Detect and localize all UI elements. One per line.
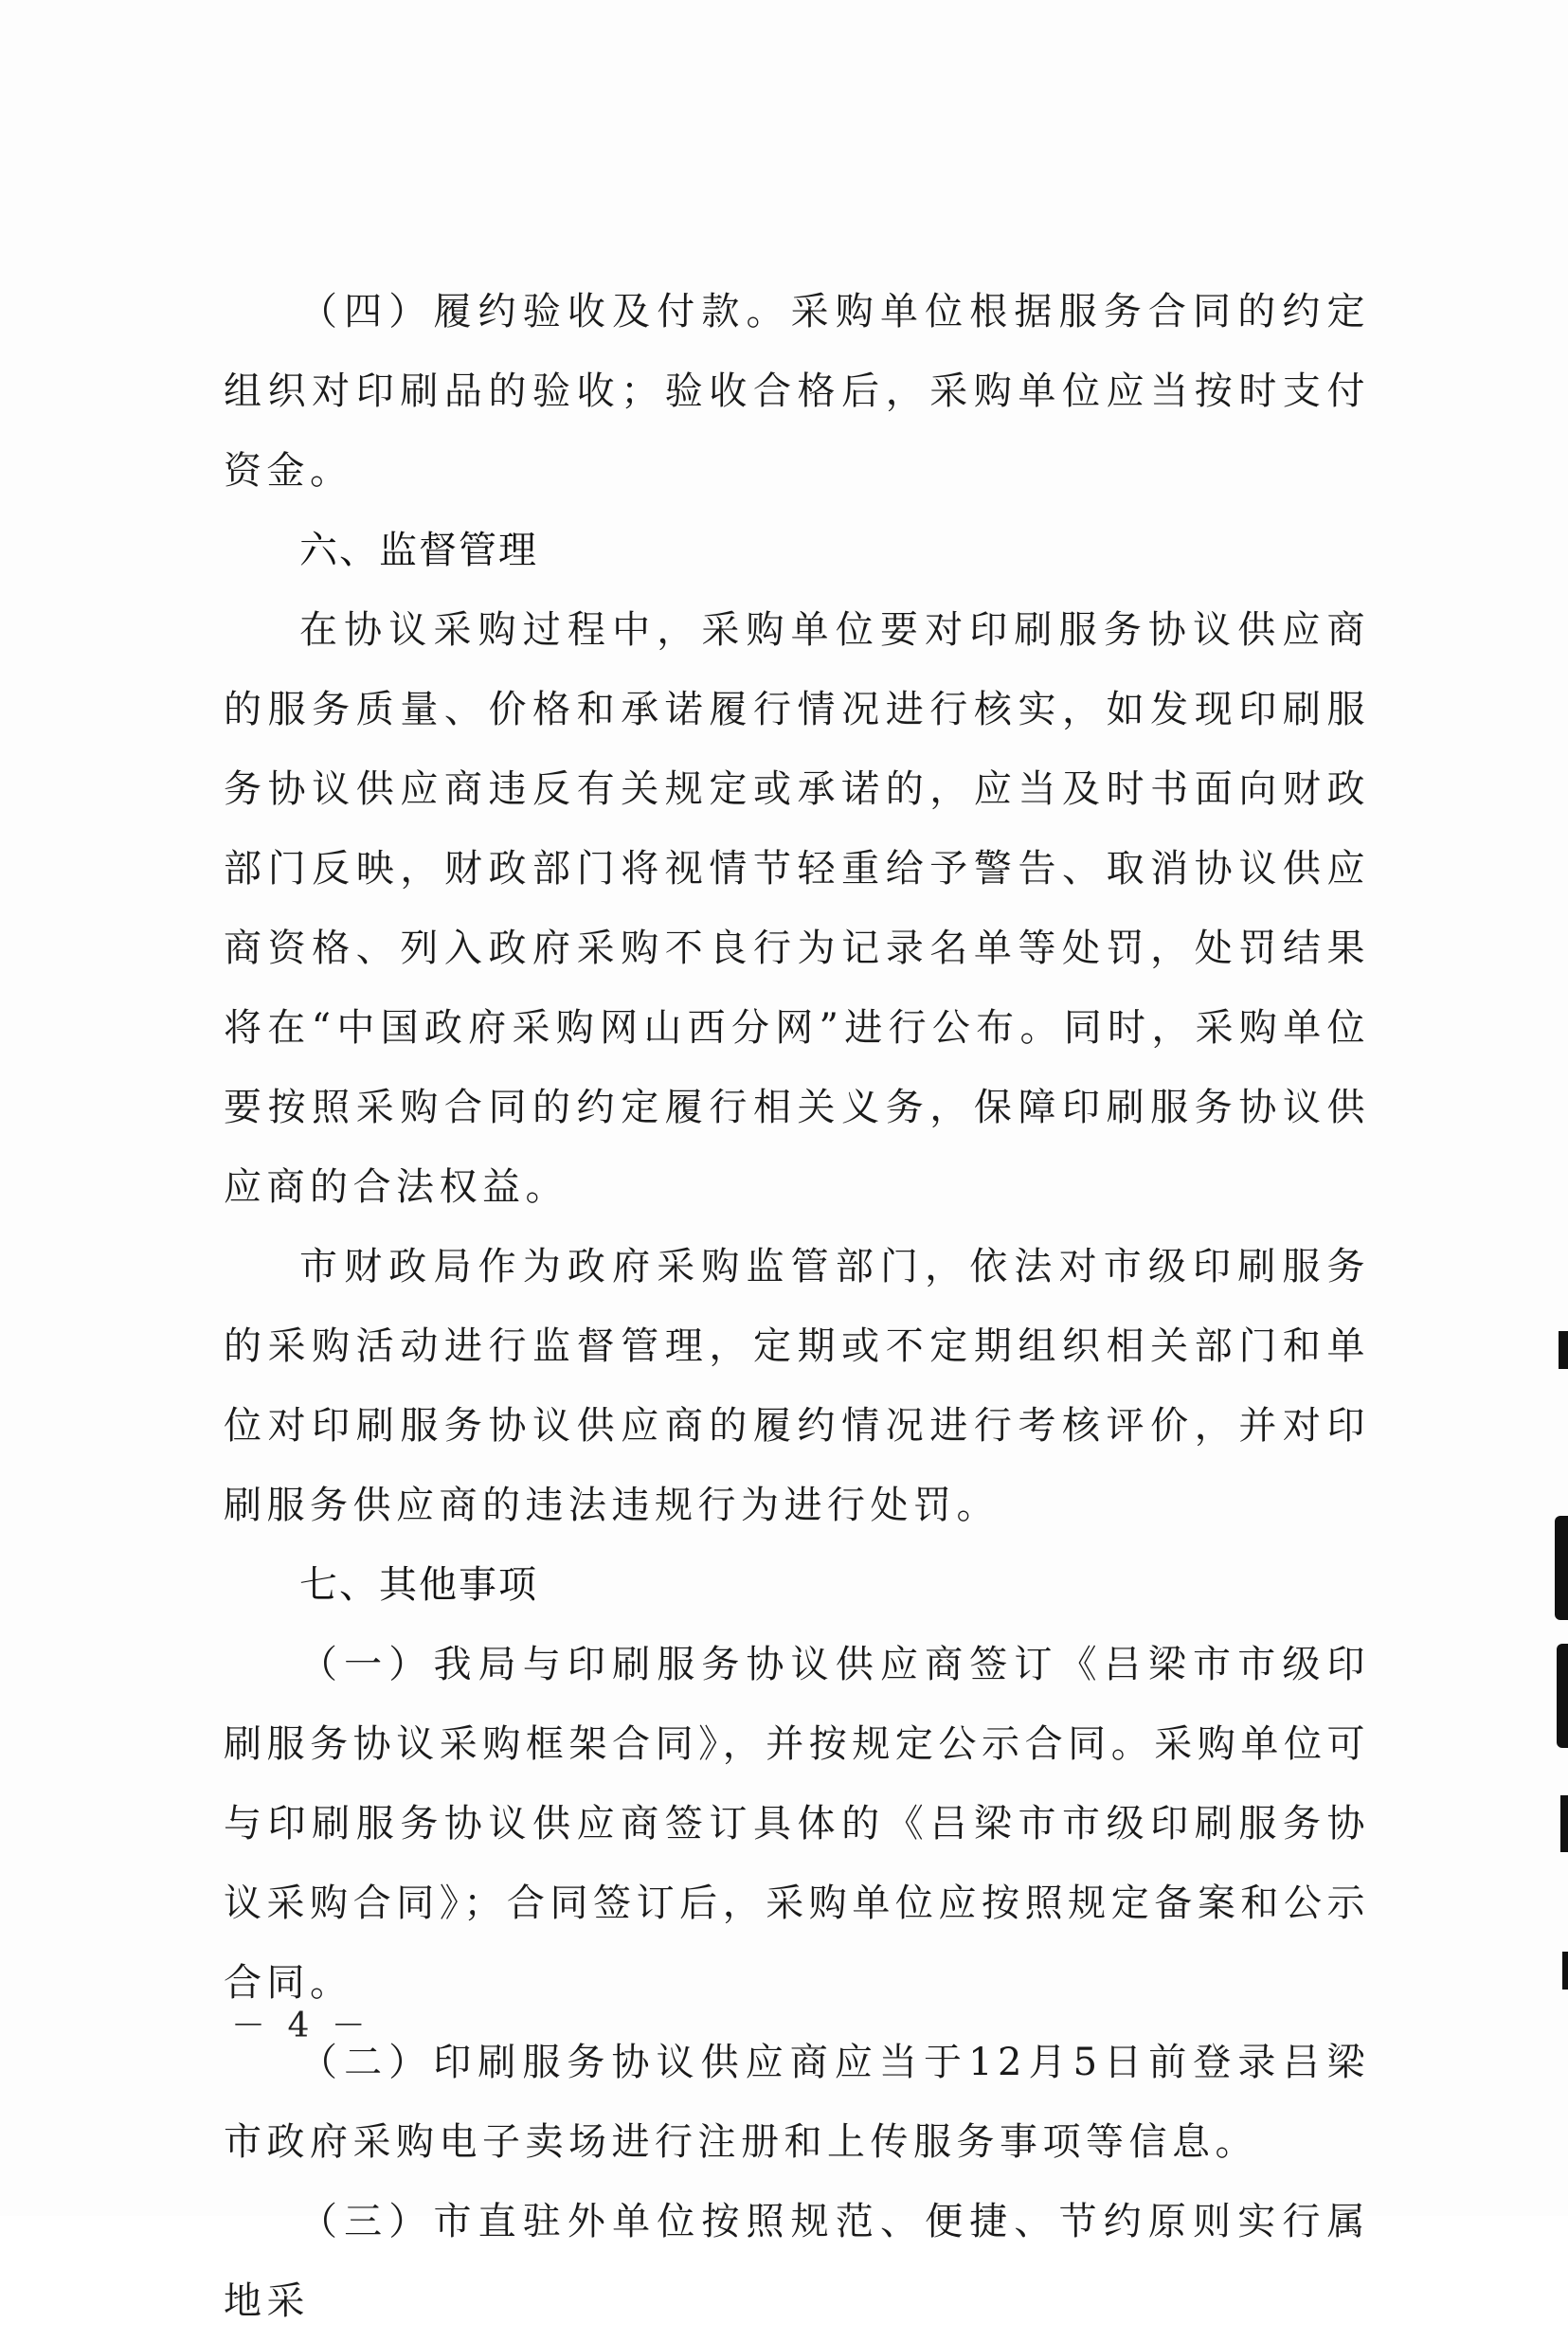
paragraph-other-3: （三）市直驻外单位按照规范、便捷、节约原则实行属地采 [224,2200,1370,2323]
scan-edge-mark [1555,1516,1568,1620]
scan-edge-mark [1560,1795,1568,1852]
heading-supervision: 六、监督管理 [299,529,538,572]
document-body [224,272,1370,2341]
paragraph-other-2: （二）印刷服务协议供应商应当于12月5日前登录吕梁市政府采购电子卖场进行注册和上传服务事项等信息。 [224,2041,1370,2164]
page-number: － 4 － [231,2007,371,2045]
scan-edge-mark [1562,1952,1568,1990]
paragraph-acceptance-payment: （四）履约验收及付款。采购单位根据服务合同的约定组织对印刷品的验收；验收合格后，采购单位应当按时支付资金。 [224,290,1370,493]
scan-edge-mark [1557,1644,1568,1748]
paragraph-other-1: （一）我局与印刷服务协议供应商签订《吕梁市市级印刷服务协议采购框架合同》，并按规定公示合同。采购单位可与印刷服务协议供应商签订具体的《吕梁市市级印刷服务协议采购合同》；合同签订后，采购单位应按照规定备案和公示合同。 [224,1643,1370,2005]
paragraph-finance-bureau: 市财政局作为政府采购监管部门，依法对市级印刷服务的采购活动进行监督管理，定期或不定期组织相关部门和单位对印刷服务协议供应商的履约情况进行考核评价，并对印刷服务供应商的违法违规行为进行处罚。 [224,1245,1370,1527]
paragraph-supervision-process: 在协议采购过程中，采购单位要对印刷服务协议供应商的服务质量、价格和承诺履行情况进行核实，如发现印刷服务协议供应商违反有关规定或承诺的，应当及时书面向财政部门反映，财政部门将视情节轻重给予警告、取消协议供应商资格、列入政府采购不良行为记录名单等处罚，处罚结果将在“中国政府采购网山西分网”进行公布。同时，采购单位要按照采购合同的约定履行相关义务，保障印刷服务协议供应商的合法权益。 [224,608,1370,1209]
heading-other-matters: 七、其他事项 [299,1563,538,1607]
scan-edge-mark [1559,1331,1568,1369]
